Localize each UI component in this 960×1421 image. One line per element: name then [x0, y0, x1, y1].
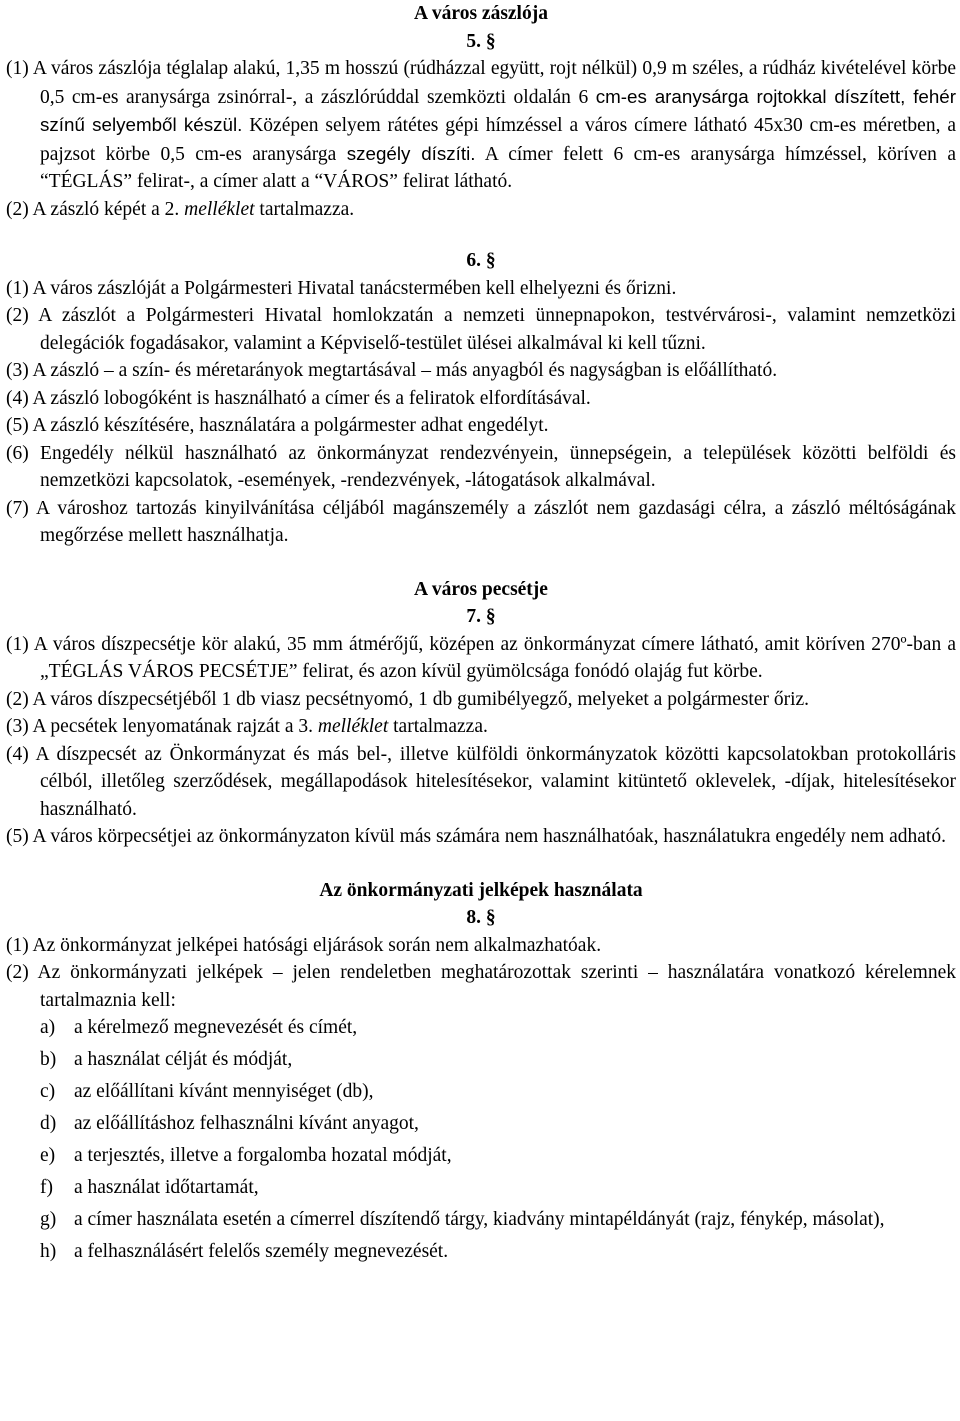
- paragraph-7-2: (2) A város díszpecsétjéből 1 db viasz pecsétnyomó, 1 db gumibélyegző, melyeket a polgármester őriz.: [6, 688, 810, 710]
- paragraph-6-3: (3) A zászló – a szín- és méretarányok megtartásával – más anyagból és nagyságban is előállítható.: [6, 360, 778, 381]
- paragraph-6-6: (6) Engedély nélkül használható az önkormányzat rendezvényein, ünnepségein, a települések közötti belföldi és nemzetközi kapcsolatok, -események, -rendezvények, -látogatások alkalmával.: [6, 442, 956, 491]
- section-title-flag: A város zászlója: [414, 3, 548, 24]
- section-number-8: 8. §: [466, 907, 496, 928]
- list-item: a) a kérelmező megnevezését és címét,: [40, 1017, 358, 1038]
- list-item: d) az előállításhoz felhasználni kívánt anyagot,: [40, 1113, 419, 1134]
- paragraph-5-2: (2) A zászló képét a 2. melléklet tartalmazza.: [6, 198, 355, 220]
- section-title-usage: Az önkormányzati jelképek használata: [319, 879, 643, 901]
- paragraph-6-4: (4) A zászló lobogóként is használható a címer és a feliratok elfordításával.: [6, 387, 591, 409]
- list-item: e) a terjesztés, illetve a forgalomba hozatal módját,: [40, 1145, 452, 1166]
- section-title-seal: A város pecsétje: [414, 578, 548, 600]
- paragraph-8-1: (1) Az önkormányzat jelképei hatósági eljárások során nem alkalmazhatóak.: [6, 934, 602, 956]
- paragraph-7-4: (4) A díszpecsét az Önkormányzat és más bel-, illetve külföldi önkormányzatok közötti kapcsolatokban protokolláris célból, illetőleg szerződések, megállapodások hitelesítésekor, valamint kitüntető oklevelek, -díjak, hitelesítésekor használható.: [6, 743, 956, 820]
- paragraph-7-5: (5) A város körpecsétjei az önkormányzaton kívül más számára nem használhatóak, használatukra engedély nem adható.: [6, 826, 946, 847]
- section-number-6: 6. §: [466, 250, 496, 271]
- section-number-5: 5. §: [466, 30, 496, 52]
- request-contents-list: [6, 1014, 956, 1265]
- section-number-7: 7. §: [466, 606, 496, 627]
- paragraph-6-5: (5) A zászló készítésére, használatára a polgármester adhat engedélyt.: [6, 415, 549, 436]
- list-item: b) a használat célját és módját,: [40, 1049, 293, 1070]
- paragraph-8-2: (2) Az önkormányzati jelképek – jelen rendeletben meghatározottak szerinti – használatára vonatkozó kérelemnek tartalmaznia kell:: [6, 962, 956, 1011]
- list-item: h) a felhasználásért felelős személy megnevezését.: [40, 1240, 449, 1262]
- list-item: c) az előállítani kívánt mennyiséget (db),: [40, 1081, 374, 1102]
- paragraph-6-7: (7) A városhoz tartozás kinyilvánítása céljából magánszemély a zászlót nem gazdasági célra, a zászló méltóságának megőrzése mellett használhatja.: [6, 497, 956, 546]
- paragraph-7-1: (1) A város díszpecsétje kör alakú, 35 mm átmérőjű, középen az önkormányzat címere látható, amit köríven 270º-ban a „TÉGLÁS VÁROS PECSÉTJE” felirat, és azon kívül gyümölcsága fonódó olajág fut körbe.: [6, 633, 956, 682]
- list-item: f) a használat időtartamát,: [40, 1177, 259, 1198]
- list-item: g) a címer használata esetén a címerrel díszítendő tárgy, kiadvány mintapéldányát (rajz, fénykép, másolat),: [40, 1209, 885, 1230]
- paragraph-6-1: (1) A város zászlóját a Polgármesteri Hivatal tanácstermében kell elhelyezni és őrizni.: [6, 277, 677, 299]
- paragraph-6-2: (2) A zászlót a Polgármesteri Hivatal homlokzatán a nemzeti ünnepnapokon, testvérvárosi-, valamint nemzetközi delegációk fogadásakor, valamint a Képviselő-testület ülései alkalmával ki kell tűzni.: [6, 305, 956, 354]
- paragraph-5-1: (1) A város zászlója téglalap alakú, 1,35 m hosszú (rúdházzal együtt, rojt nélkül) 0,9 m széles, a rúdház kivételével körbe 0,5 cm-es aranysárga zsinórral-, a zászlórúddal szemközti oldalán 6 cm-es aranysárga rojtokkal díszített, fehér színű selyemből készül. Középen selyem rátétes gépi hímzéssel a város címere látható 45x30 cm-es méretben, a pajzsot körbe 0,5 cm-es aranysárga szegély díszíti. A címer felett 6 cm-es aranysárga hímzéssel, köríven a “TÉGLÁS” felirat-, a címer alatt a “VÁROS” felirat látható.: [6, 58, 957, 192]
- paragraph-7-3: (3) A pecsétek lenyomatának rajzát a 3. melléklet tartalmazza.: [6, 716, 488, 737]
